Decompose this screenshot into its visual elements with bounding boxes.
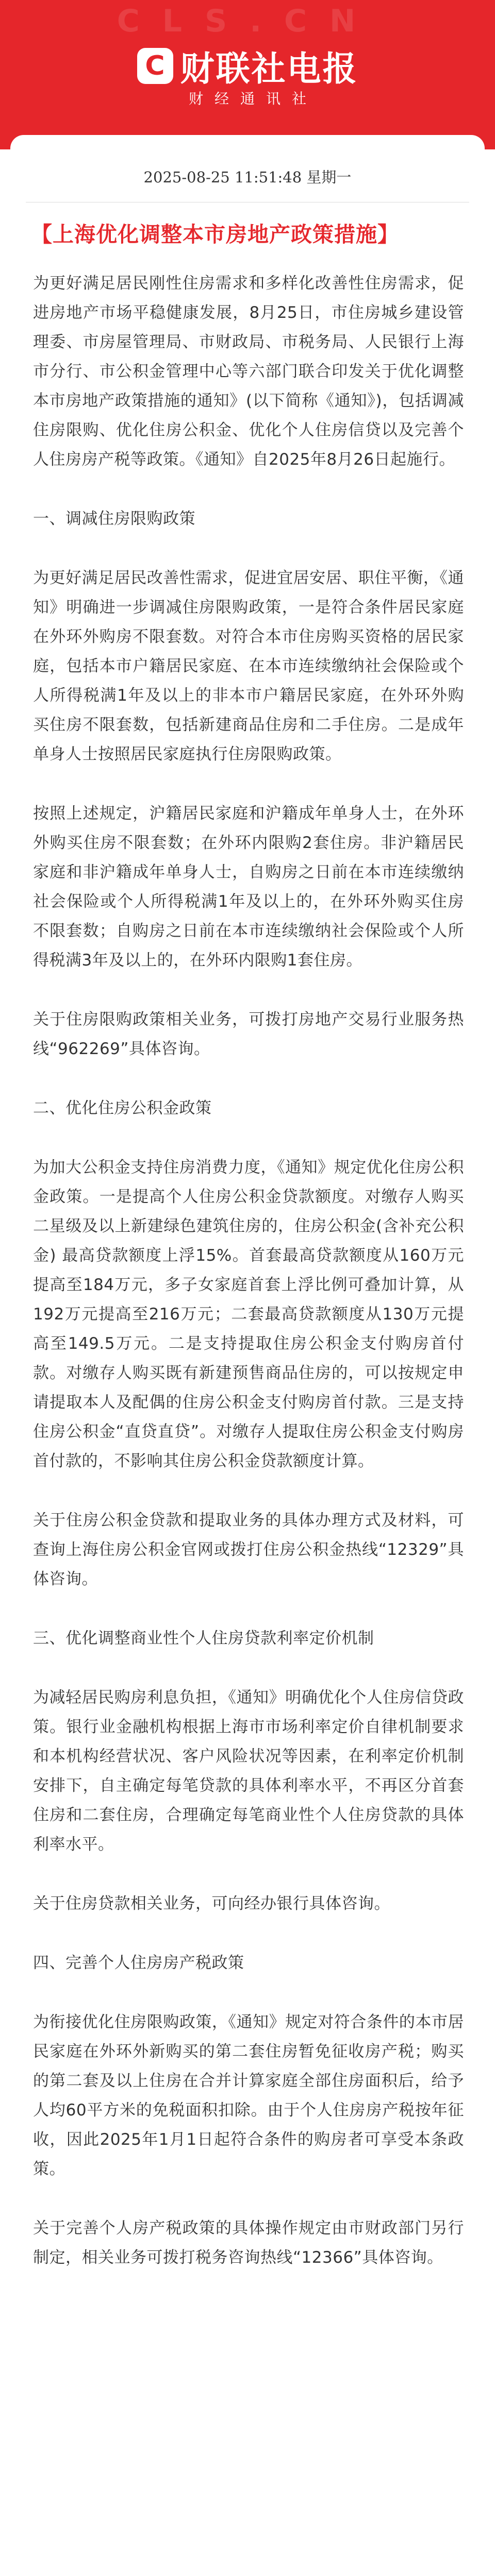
paragraph: 为更好满足居民改善性需求，促进宜居安居、职住平衡，《通知》明确进一步调减住房限购政策，一是符合条件居民家庭在外环外购房不限套数。对符合本市住房购买资格的居民家庭，包括本市户籍居民家庭、在本市连续缴纳社会保险或个人所得税满1年及以上的非本市户籍居民家庭，在外环外购买住房不限套数，包括新建商品住房和二手住房。二是成年单身人士按照居民家庭执行住房限购政策。 xyxy=(33,569,464,764)
section-heading-4: 四、完善个人住房房产税政策 xyxy=(33,1954,244,1972)
brand-logo-icon: C xyxy=(137,48,173,84)
brand-name: 财联社电报 xyxy=(180,49,358,89)
publish-datetime: 2025-08-25 11:51:48 星期一 xyxy=(143,168,352,186)
brand-lockup xyxy=(0,41,495,90)
paragraph: 关于完善个人房产税政策的具体操作规定由市财政部门另行制定，相关业务可拨打税务咨询热线“12366”具体咨询。 xyxy=(33,2219,464,2267)
paragraph: 为减轻居民购房利息负担，《通知》明确优化个人住房信贷政策。银行业金融机构根据上海市市场利率定价自律机制要求和本机构经营状况、客户风险状况等因素，在利率定价机制安排下，自主确定每笔贷款的具体利率水平，不再区分首套住房和二套住房，合理确定每笔商业性个人住房贷款的具体利率水平。 xyxy=(33,1688,464,1854)
paragraph: 为衔接优化住房限购政策，《通知》规定对符合条件的本市居民家庭在外环外新购买的第二套住房暂免征收房产税；购买的第二套及以上住房在合并计算家庭全部住房面积后，给予人均60平方米的免税面积扣除。由于个人住房房产税按年征收，因此2025年1月1日起符合条件的购房者可享受本条政策。 xyxy=(33,2013,464,2178)
header-watermark: CLS.CN xyxy=(117,3,378,39)
paragraph-intro: 为更好满足居民刚性住房需求和多样化改善性住房需求，促进房地产市场平稳健康发展，8月25日，市住房城乡建设管理委、市房屋管理局、市财政局、市税务局、人民银行上海市分行、市公积金管理中心等六部门联合印发关于优化调整本市房地产政策措施的通知》(以下简称《通知》)，包括调减住房限购、优化住房公积金、优化个人住房信贷以及完善个人住房房产税等政策。《通知》自2025年8月26日起施行。 xyxy=(33,274,464,469)
article-headline: 【上海优化调整本市房地产政策措施】 xyxy=(31,222,399,247)
paragraph: 按照上述规定，沪籍居民家庭和沪籍成年单身人士，在外环外购买住房不限套数；在外环内限购2套住房。非沪籍居民家庭和非沪籍成年单身人士，自购房之日前在本市连续缴纳社会保险或个人所得税满1年及以上的，在外环外购买住房不限套数；自购房之日前在本市连续缴纳社会保险或个人所得税满3年及以上的，在外环内限购1套住房。 xyxy=(33,804,464,970)
article-body xyxy=(33,269,464,2302)
brand-subtitle: 财经通讯社 xyxy=(188,90,318,107)
section-heading-3: 三、优化调整商业性个人住房贷款利率定价机制 xyxy=(33,1629,374,1648)
paragraph: 关于住房贷款相关业务，可向经办银行具体咨询。 xyxy=(33,1894,390,1913)
article-card xyxy=(10,135,485,2576)
paragraph: 关于住房限购政策相关业务，可拨打房地产交易行业服务热线“962269”具体咨询。 xyxy=(33,1010,464,1058)
brand-header xyxy=(0,0,495,149)
section-heading-1: 一、调减住房限购政策 xyxy=(33,510,195,528)
paragraph: 关于住房公积金贷款和提取业务的具体办理方式及材料，可查询上海住房公积金官网或拨打住房公积金热线“12329”具体咨询。 xyxy=(33,1511,464,1588)
paragraph: 为加大公积金支持住房消费力度，《通知》规定优化住房公积金政策。一是提高个人住房公积金贷款额度。对缴存人购买二星级及以上新建绿色建筑住房的，住房公积金(含补充公积金) 最高贷款额度上浮15%。首套最高贷款额度从160万元提高至184万元，多子女家庭首套上浮比例可叠加计算，从192万元提高至216万元；二套最高贷款额度从130万元提高至149.5万元。二是支持提取住房公积金支付购房首付款。对缴存人购买既有新建预售商品住房的，可以按规定申请提取本人及配偶的住房公积金支付购房首付款。三是支持住房公积金“直贷直贷”。对缴存人提取住房公积金支付购房首付款的，不影响其住房公积金贷款额度计算。 xyxy=(33,1158,464,1470)
section-heading-2: 二、优化住房公积金政策 xyxy=(33,1099,212,1117)
